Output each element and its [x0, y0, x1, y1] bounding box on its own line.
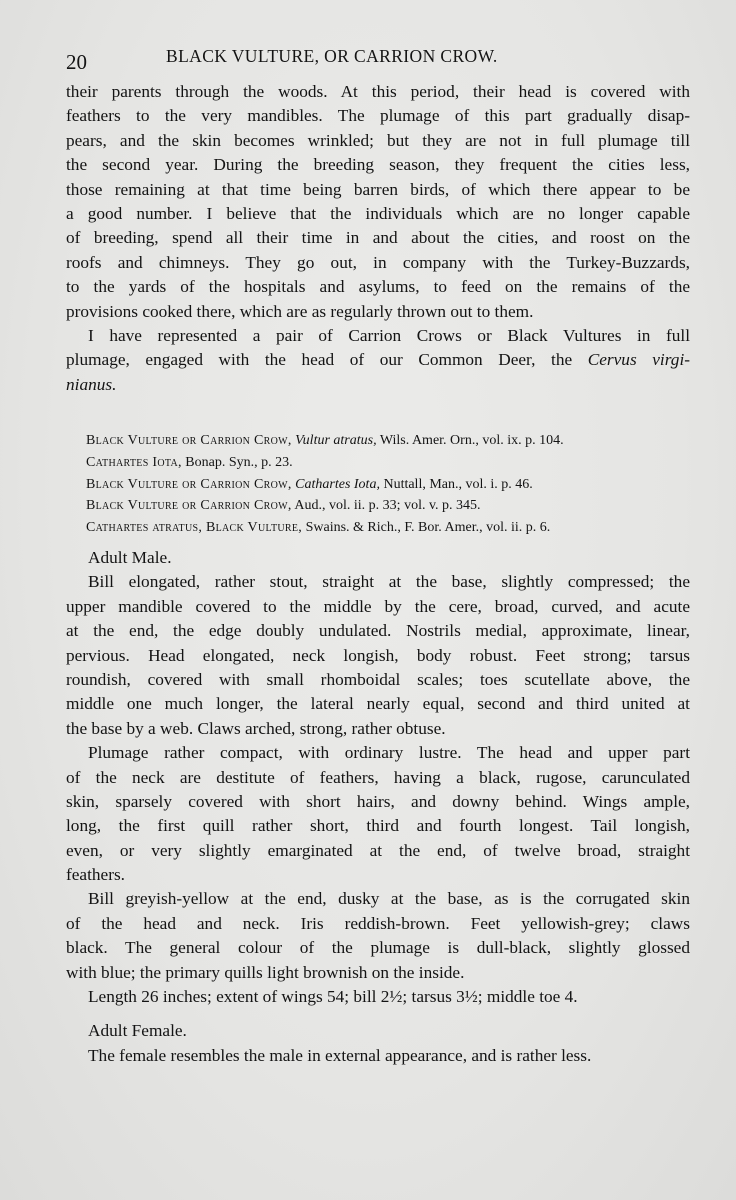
text-line: even, or very slightly emarginated at the end, of twelve broad, straight [66, 840, 690, 860]
synonym-name: Black Vulture or Carrion Crow, [86, 498, 292, 514]
text-line [66, 348, 690, 372]
synonymy-list [86, 430, 686, 539]
text-line: provisions cooked there, which are as regularly thrown out to them. [66, 301, 534, 321]
synonym-reference: Wils. Amer. Orn., vol. ix. p. 104. [376, 433, 564, 448]
synonym-entry [86, 452, 686, 474]
synonym-entry [86, 517, 686, 539]
synonym-name: Black Vulture or Carrion Crow, [86, 433, 292, 448]
text-line: I have represented a pair of Carrion Crows or Black Vultures in full [88, 325, 690, 345]
synonym-entry [86, 430, 686, 452]
text-line: those remaining at that time being barren birds, of which there appear to be [66, 179, 690, 199]
text-segment: ; tarsus 3 [402, 987, 465, 1007]
text-line: feathers to the very mandibles. The plumage of this part gradually disap- [66, 106, 690, 126]
text-line: to the yards of the hospitals and asylums, to feed on the remains of the [66, 277, 690, 297]
text-line: Bill elongated, rather stout, straight at the base, slightly compressed; the [88, 572, 690, 592]
text-line: the base by a web. Claws arched, strong, rather obtuse. [66, 718, 446, 738]
text-line: middle one much longer, the lateral nearly equal, second and third united at [66, 694, 690, 714]
page-number: 20 [66, 50, 87, 74]
synonym-reference: Bonap. Syn., p. 23. [181, 454, 293, 470]
text-segment: plumage, engaged with the head of our Common Deer, the [66, 350, 588, 370]
text-line: pears, and the skin becomes wrinkled; but they are not in full plumage till [66, 130, 690, 150]
text-line: upper mandible covered to the middle by the cere, broad, curved, and acute [66, 596, 690, 616]
fraction: ½ [464, 987, 478, 1007]
text-line [66, 373, 690, 397]
text-line: the second year. During the breeding season, they frequent the cities less, [66, 155, 690, 175]
running-head: BLACK VULTURE, OR CARRION CROW. [166, 46, 498, 66]
text-line: at the end, the edge doubly undulated. Nostrils medial, approximate, linear, [66, 621, 690, 641]
fraction: ½ [389, 987, 403, 1007]
synonym-reference: Aud., vol. ii. p. 33; vol. v. p. 345. [291, 498, 481, 514]
synonym-reference: Nuttall, Man., vol. i. p. 46. [379, 476, 533, 492]
text-line: feathers. [66, 865, 126, 885]
species-name: nianus. [66, 374, 117, 394]
text-segment: ; middle toe 4. [477, 987, 578, 1007]
synonym-reference: Swains. & Rich., F. Bor. Amer., vol. ii. p. 6. [302, 520, 551, 536]
spacer [66, 1009, 690, 1019]
synonym-name: Cathartes Iota, [86, 454, 182, 470]
text-line: roofs and chimneys. They go out, in company with the Turkey-Buzzards, [66, 252, 690, 272]
synonym-entry [86, 474, 686, 496]
synonym-latin: Vultur atratus, [295, 433, 377, 448]
synonym-entry [86, 495, 686, 517]
species-name: Cervus virgi- [587, 350, 691, 370]
text-line: with blue; the primary quills light brownish on the inside. [66, 962, 465, 982]
text-line: of breeding, spend all their time in and about the cities, and roost on the [66, 228, 690, 248]
section-heading-adult-female: Adult Female. [88, 1021, 187, 1041]
text-line: long, the first quill rather short, third and fourth longest. Tail longish, [66, 816, 690, 836]
text-line: roundish, covered with small rhomboidal scales; toes scutellate above, the [66, 669, 690, 689]
page-header [66, 44, 678, 74]
text-line: black. The general colour of the plumage is dull-black, slightly glossed [66, 938, 690, 958]
text-line: their parents through the woods. At this period, their head is covered with [66, 82, 690, 101]
text-line: Bill greyish-yellow at the end, dusky at the base, as is the corrugated skin [88, 889, 690, 909]
text-line: The female resembles the male in external appearance, and is rather less. [88, 1045, 592, 1065]
paragraph-behaviour [66, 80, 690, 397]
synonym-latin: Cathartes Iota, [295, 476, 380, 492]
text-line: of the head and neck. Iris reddish-brown. Feet yellowish-grey; claws [66, 913, 690, 933]
text-line: skin, sparsely covered with short hairs, and downy behind. Wings ample, [66, 791, 690, 811]
section-heading-adult-male: Adult Male. [88, 548, 172, 567]
synonym-name: Cathartes atratus, Black Vulture, [86, 520, 303, 536]
measurements-line [66, 985, 690, 1009]
text-line: Plumage rather compact, with ordinary lustre. The head and upper part [88, 743, 690, 763]
text-segment: Length 26 inches; extent of wings 54; bill 2 [88, 987, 390, 1007]
text-line: a good number. I believe that the individuals which are no longer capable [66, 203, 690, 223]
description-section [66, 546, 690, 1068]
synonym-name: Black Vulture or Carrion Crow, [86, 476, 292, 492]
text-line: pervious. Head elongated, neck longish, body robust. Feet strong; tarsus [66, 645, 690, 665]
text-line: of the neck are destitute of feathers, having a black, rugose, carunculated [66, 767, 690, 787]
